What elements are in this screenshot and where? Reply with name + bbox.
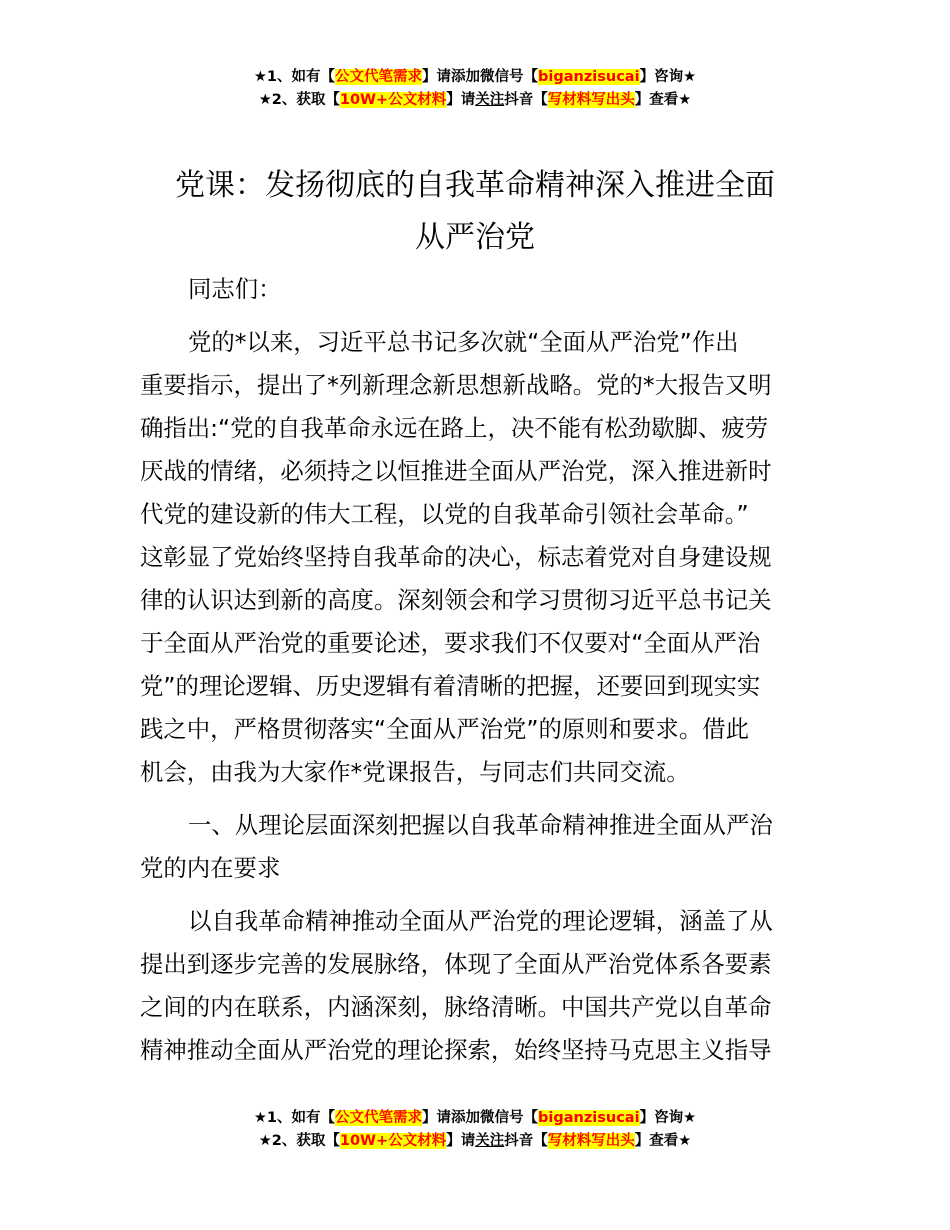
highlight-service: 公文代笔需求 <box>335 1110 423 1126</box>
footer-line-1: ★1、如有【公文代笔需求】请添加微信号【biganzisucai】咨询★ <box>253 1110 697 1126</box>
banner-line-2: ★2、获取【10W+公文材料】请关注抖音【写材料写出头】查看★ <box>258 92 692 108</box>
salutation: 同志们： <box>188 275 282 303</box>
banner-line-1: ★1、如有【公文代笔需求】请添加微信号【biganzisucai】咨询★ <box>253 69 697 85</box>
header-banner <box>0 66 950 112</box>
footer-line-2: ★2、获取【10W+公文材料】请关注抖音【写材料写出头】查看★ <box>258 1133 692 1149</box>
document-body <box>140 268 812 1072</box>
highlight-materials: 10W+公文材料 <box>339 1133 447 1149</box>
document-title: 党课：发扬彻底的自我革命精神深入推进全面 从严治党 <box>175 168 775 255</box>
paragraph-1: 党的*以来，习近平总书记多次就“全面从严治党”作出 重要指示，提出了*列新理念新思想新战略。党的*大报告又明 确指出:“党的自我革命永远在路上，决不能有松劲歇脚、疲劳 厌战的情绪，必须持之以恒推进全面从严治党，深入推进新时 代党的建设新的伟大工程，以党的自我革命引领社会革命。” 这彰显了党始终坚持自我革命的决心，标志着党对自身建设规 律的认识达到新的高度。深刻领会和学习贯彻习近平总书记关 于全面从严治党的重要论述，要求我们不仅要对“全面从严治 党”的理论逻辑、历史逻辑有着清晰的把握，还要回到现实实 践之中，严格贯彻落实“全面从严治党”的原则和要求。借此 机会，由我为大家作*党课报告，与同志们共同交流。 <box>140 328 772 786</box>
highlight-wechat-id: biganzisucai <box>538 69 640 85</box>
highlight-douyin: 写材料写出头 <box>547 92 635 108</box>
section-heading-1: 一、从理论层面深刻把握以自我革命精神推进全面从严治 党的内在要求 <box>140 811 773 882</box>
highlight-douyin: 写材料写出头 <box>547 1133 635 1149</box>
footer-banner <box>0 1107 950 1153</box>
highlight-service: 公文代笔需求 <box>335 69 423 85</box>
highlight-wechat-id: biganzisucai <box>538 1110 640 1126</box>
paragraph-2: 以自我革命精神推动全面从严治党的理论逻辑，涵盖了从 提出到逐步完善的发展脉络，体现了全面从严治党体系各要素 之间的内在联系，内涵深刻，脉络清晰。中国共产党以自革命 精神推动全面从严治党的理论探索，始终坚持马克思主义指导 <box>140 907 773 1064</box>
highlight-materials: 10W+公文材料 <box>339 92 447 108</box>
